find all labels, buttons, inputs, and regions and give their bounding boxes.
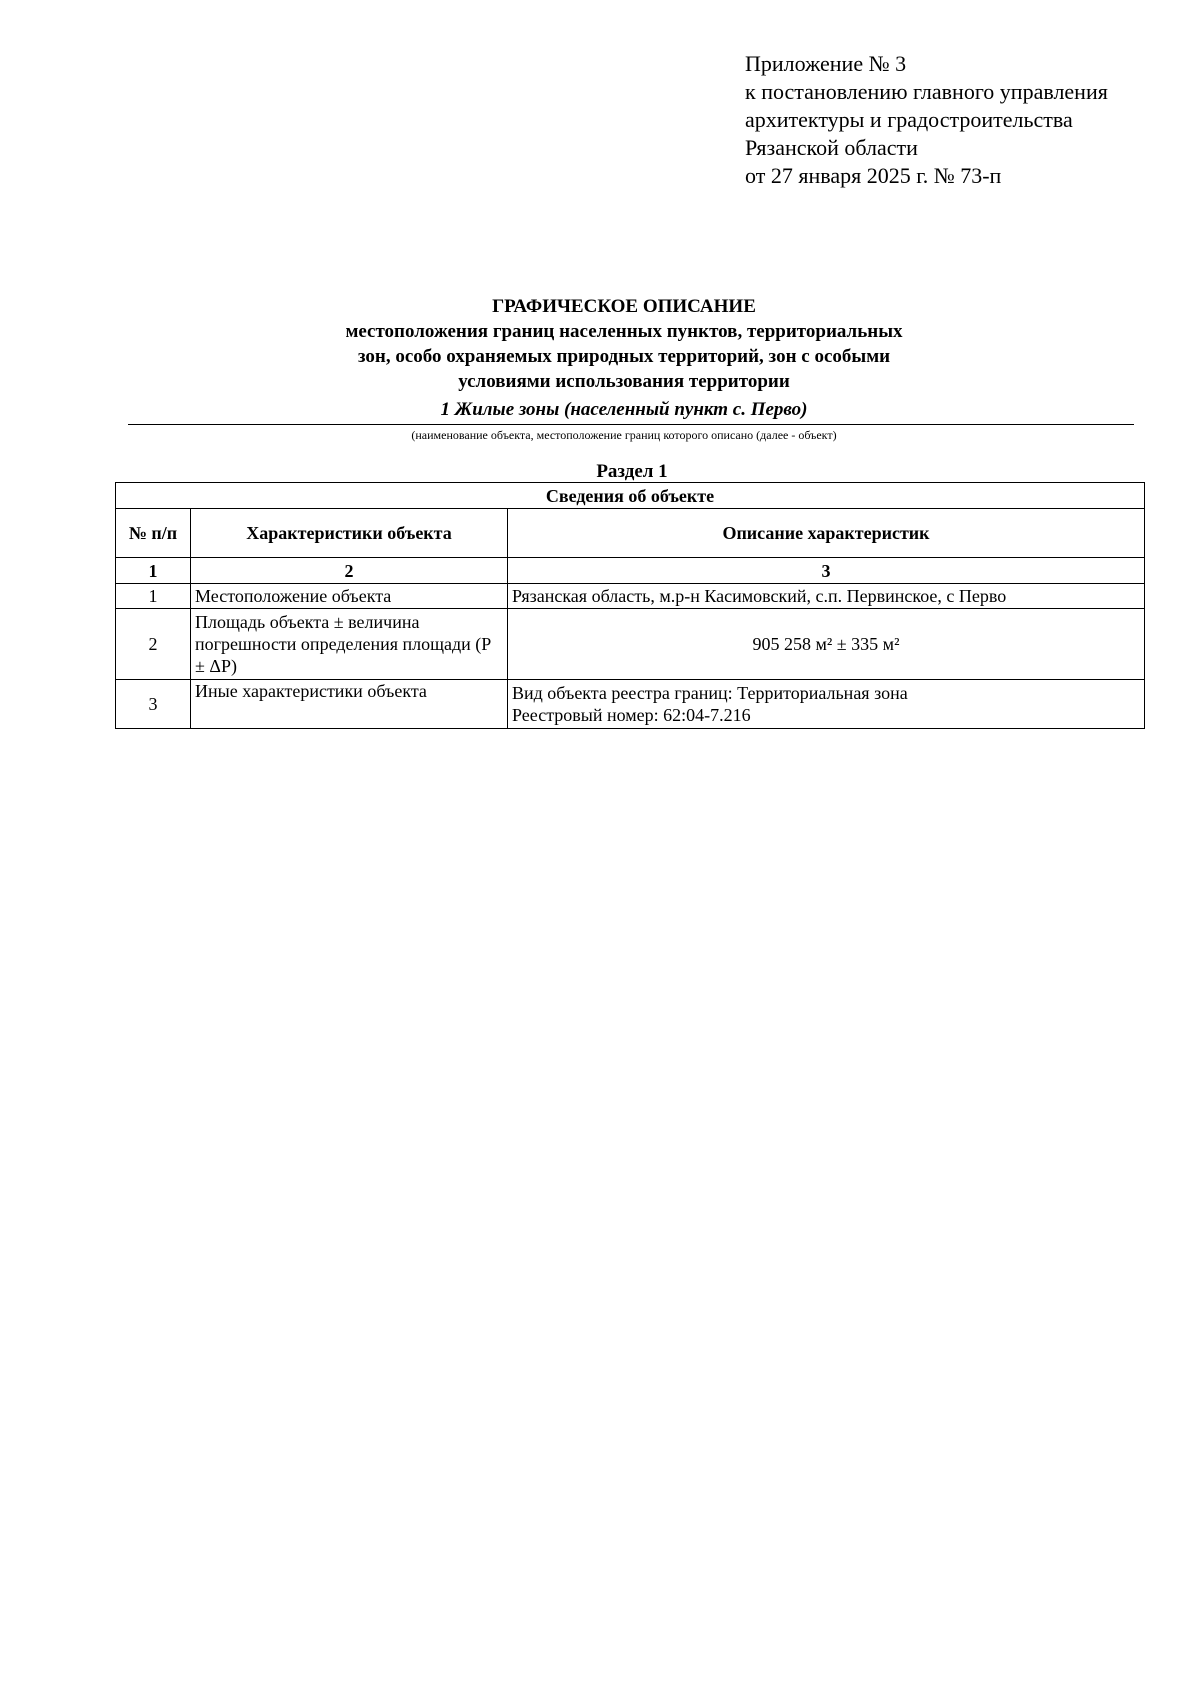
row-characteristic: Иные характеристики объекта bbox=[191, 680, 508, 729]
section-title: Раздел 1 bbox=[596, 461, 668, 482]
row-description bbox=[508, 609, 1145, 680]
appendix-line: архитектуры и градостроительства bbox=[745, 107, 1073, 132]
table-row bbox=[116, 609, 1145, 680]
table-row bbox=[116, 680, 1145, 729]
row-characteristic: Площадь объекта ± величина погрешности определения площади (P ± ΔP) bbox=[191, 609, 508, 680]
column-header-characteristic: Характеристики объекта bbox=[191, 509, 508, 558]
row-description-line: 905 258 м² ± 335 м² bbox=[752, 634, 900, 654]
document-subtitle-line: зон, особо охраняемых природных территорий, зон с особыми bbox=[357, 346, 891, 367]
table-header-row bbox=[116, 509, 1145, 558]
appendix-block bbox=[745, 50, 1108, 190]
document-heading bbox=[116, 294, 1132, 394]
appendix-line: от 27 января 2025 г. № 73-п bbox=[745, 163, 1002, 188]
column-number-row bbox=[116, 558, 1145, 584]
row-description bbox=[508, 680, 1145, 729]
row-description-line: Рязанская область, м.р-н Касимовский, с.п. Первинское, с Перво bbox=[512, 586, 1007, 606]
appendix-line: к постановлению главного управления bbox=[745, 79, 1108, 104]
document-subtitle-line: условиями использования территории bbox=[458, 371, 790, 392]
table-row bbox=[116, 584, 1145, 609]
row-characteristic: Местоположение объекта bbox=[191, 584, 508, 609]
object-name-underline bbox=[128, 424, 1134, 425]
object-info-table bbox=[115, 482, 1145, 729]
appendix-line: Приложение № 3 bbox=[745, 51, 907, 76]
row-number: 2 bbox=[116, 609, 191, 680]
document-title: ГРАФИЧЕСКОЕ ОПИСАНИЕ bbox=[492, 296, 756, 317]
column-number: 3 bbox=[508, 558, 1145, 584]
object-name: 1 Жилые зоны (населенный пункт с. Перво) bbox=[440, 399, 808, 420]
column-number: 1 bbox=[116, 558, 191, 584]
row-number: 1 bbox=[116, 584, 191, 609]
column-header-number: № п/п bbox=[116, 509, 191, 558]
object-name-caption: (наименование объекта, местоположение границ которого описано (далее - объект) bbox=[411, 428, 837, 442]
document-subtitle-line: местоположения границ населенных пунктов, территориальных bbox=[345, 321, 903, 342]
row-description-line: Реестровый номер: 62:04-7.216 bbox=[512, 705, 751, 725]
row-description bbox=[508, 584, 1145, 609]
row-description-line: Вид объекта реестра границ: Территориальная зона bbox=[512, 683, 908, 703]
column-number: 2 bbox=[191, 558, 508, 584]
appendix-line: Рязанской области bbox=[745, 135, 918, 160]
table-title-row bbox=[116, 483, 1145, 509]
row-number: 3 bbox=[116, 680, 191, 729]
column-header-description: Описание характеристик bbox=[508, 509, 1145, 558]
table-title: Сведения об объекте bbox=[116, 483, 1145, 509]
